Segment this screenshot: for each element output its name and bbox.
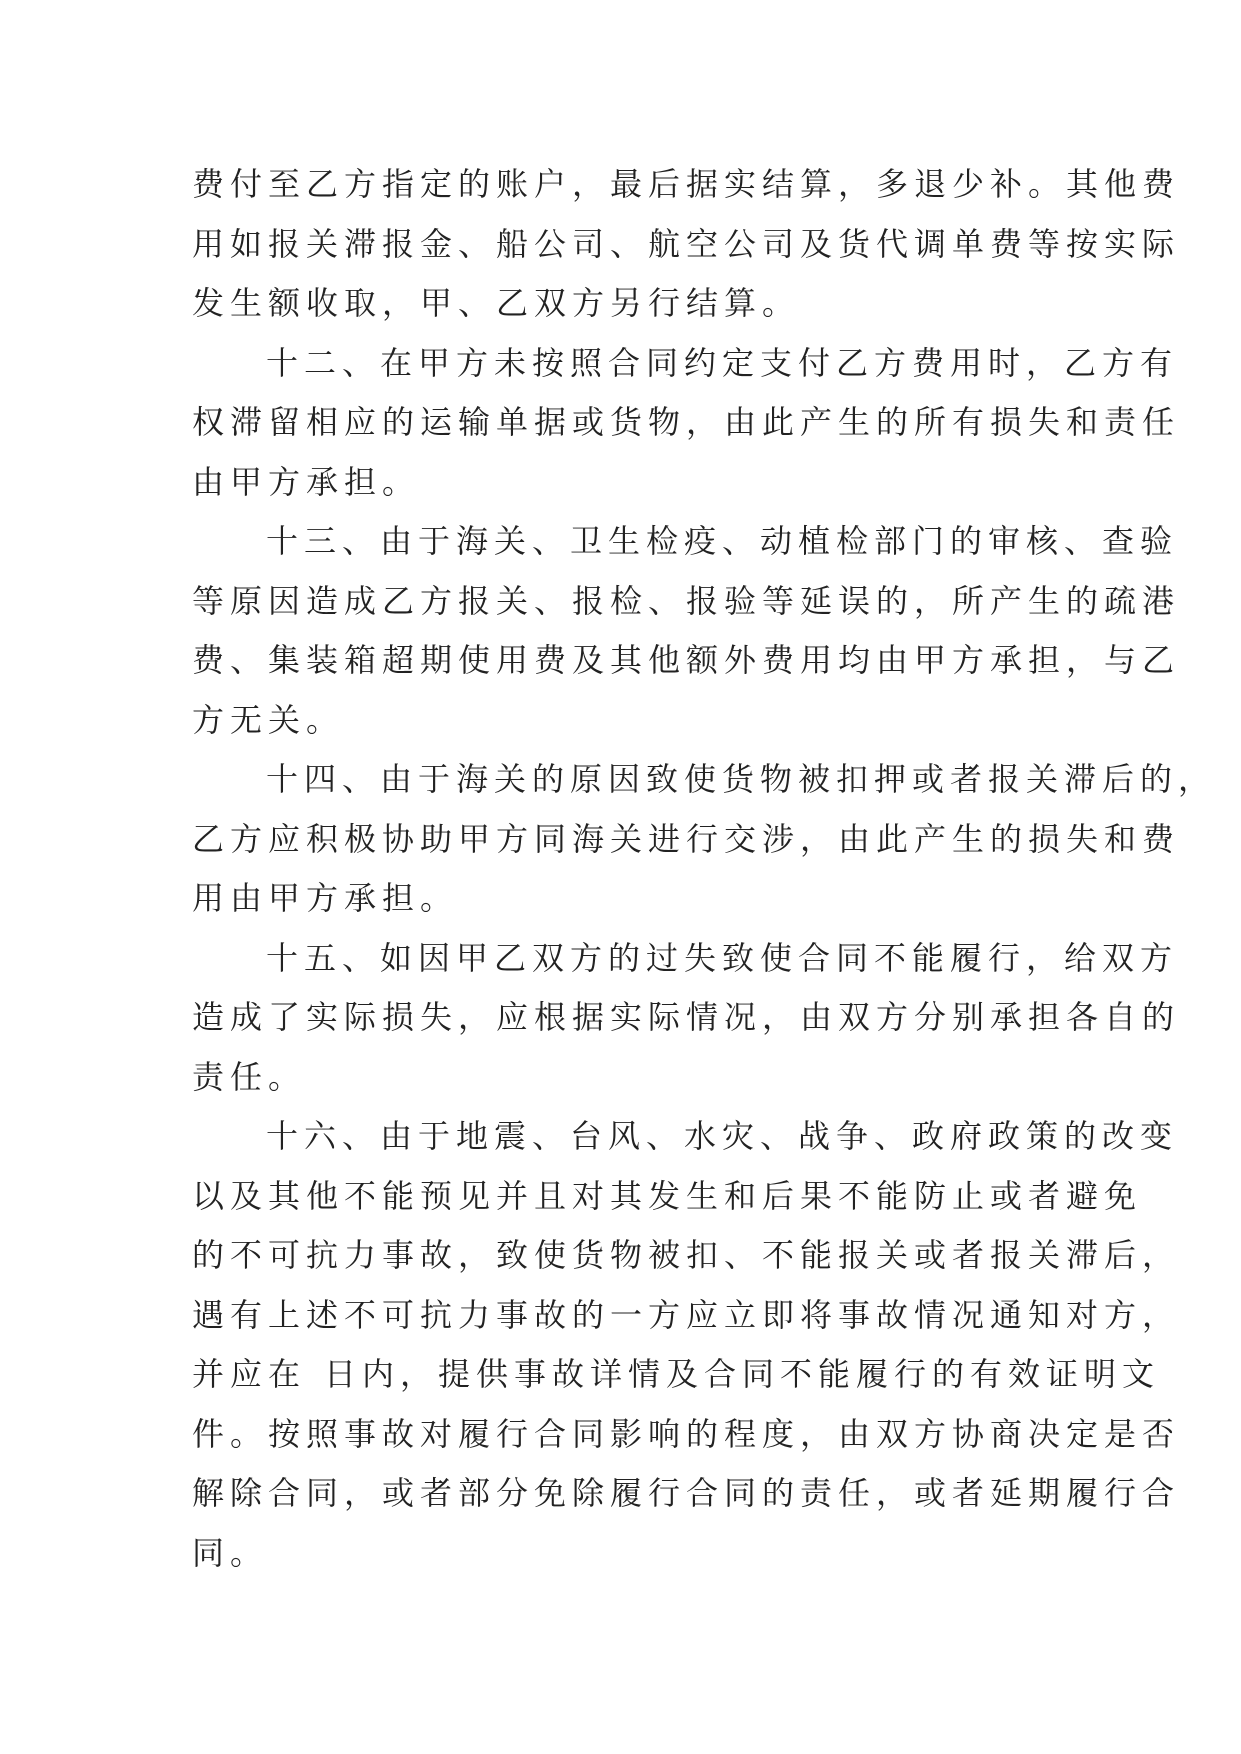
contract-body (192, 155, 1217, 1583)
text-line: 件。按照事故对履行合同影响的程度，由双方协商决定是否 (192, 1414, 1181, 1453)
text-line: 费、集装箱超期使用费及其他额外费用均由甲方承担，与乙 (192, 641, 1181, 679)
text-line: 发生额收取，甲、乙双方另行结算。 (192, 284, 801, 322)
text-line: 用如报关滞报金、船公司、航空公司及货代调单费等按实际 (192, 224, 1181, 263)
text-line: 由甲方承担。 (192, 462, 421, 501)
clause-14 (192, 750, 1217, 929)
text-line: 遇有上述不可抗力事故的一方应立即将事故情况通知对方， (192, 1295, 1181, 1334)
text-line: 十四、由于海关的原因致使货物被扣押或者报关滞后的， (266, 760, 1217, 798)
text-line: 十三、由于海关、卫生检疫、动植检部门的审核、查验 (266, 522, 1179, 560)
text-line: 费付至乙方指定的账户，最后据实结算，多退少补。其他费 (192, 165, 1181, 203)
text-line: 十六、由于地震、台风、水灾、战争、政府政策的改变 (266, 1117, 1179, 1155)
clause-12 (192, 334, 1181, 513)
text-line: 乙方应积极协助甲方同海关进行交涉，由此产生的损失和费 (192, 819, 1181, 858)
text-line: 等原因造成乙方报关、报检、报验等延误的，所产生的疏港 (192, 581, 1181, 620)
clause-15 (192, 929, 1181, 1108)
text-line: 以及其他不能预见并且对其发生和后果不能防止或者避免 (192, 1176, 1143, 1215)
text-line: 责任。 (192, 1057, 307, 1096)
paragraph-payment-continuation (192, 155, 1181, 334)
clause-16 (192, 1107, 1181, 1583)
text-fragment: 日内，提供事故详情及合同不能履行的有效证明文 (324, 1355, 1161, 1393)
text-line: 十二、在甲方未按照合同约定支付乙方费用时，乙方有 (266, 343, 1179, 382)
text-line: 方无关。 (192, 700, 345, 739)
text-line: 用由甲方承担。 (192, 879, 459, 917)
clause-13 (192, 512, 1181, 750)
text-line (192, 1345, 1161, 1405)
text-line: 十五、如因甲乙双方的过失致使合同不能履行，给双方 (266, 938, 1179, 977)
text-line: 解除合同，或者部分免除履行合同的责任，或者延期履行合 (192, 1474, 1181, 1512)
text-line: 同。 (192, 1533, 269, 1572)
text-line: 的不可抗力事故，致使货物被扣、不能报关或者报关滞后， (192, 1236, 1181, 1274)
text-line: 权滞留相应的运输单据或货物，由此产生的所有损失和责任 (192, 403, 1181, 441)
text-fragment: 并应在 (192, 1355, 307, 1393)
text-line: 造成了实际损失，应根据实际情况，由双方分别承担各自的 (192, 998, 1181, 1036)
